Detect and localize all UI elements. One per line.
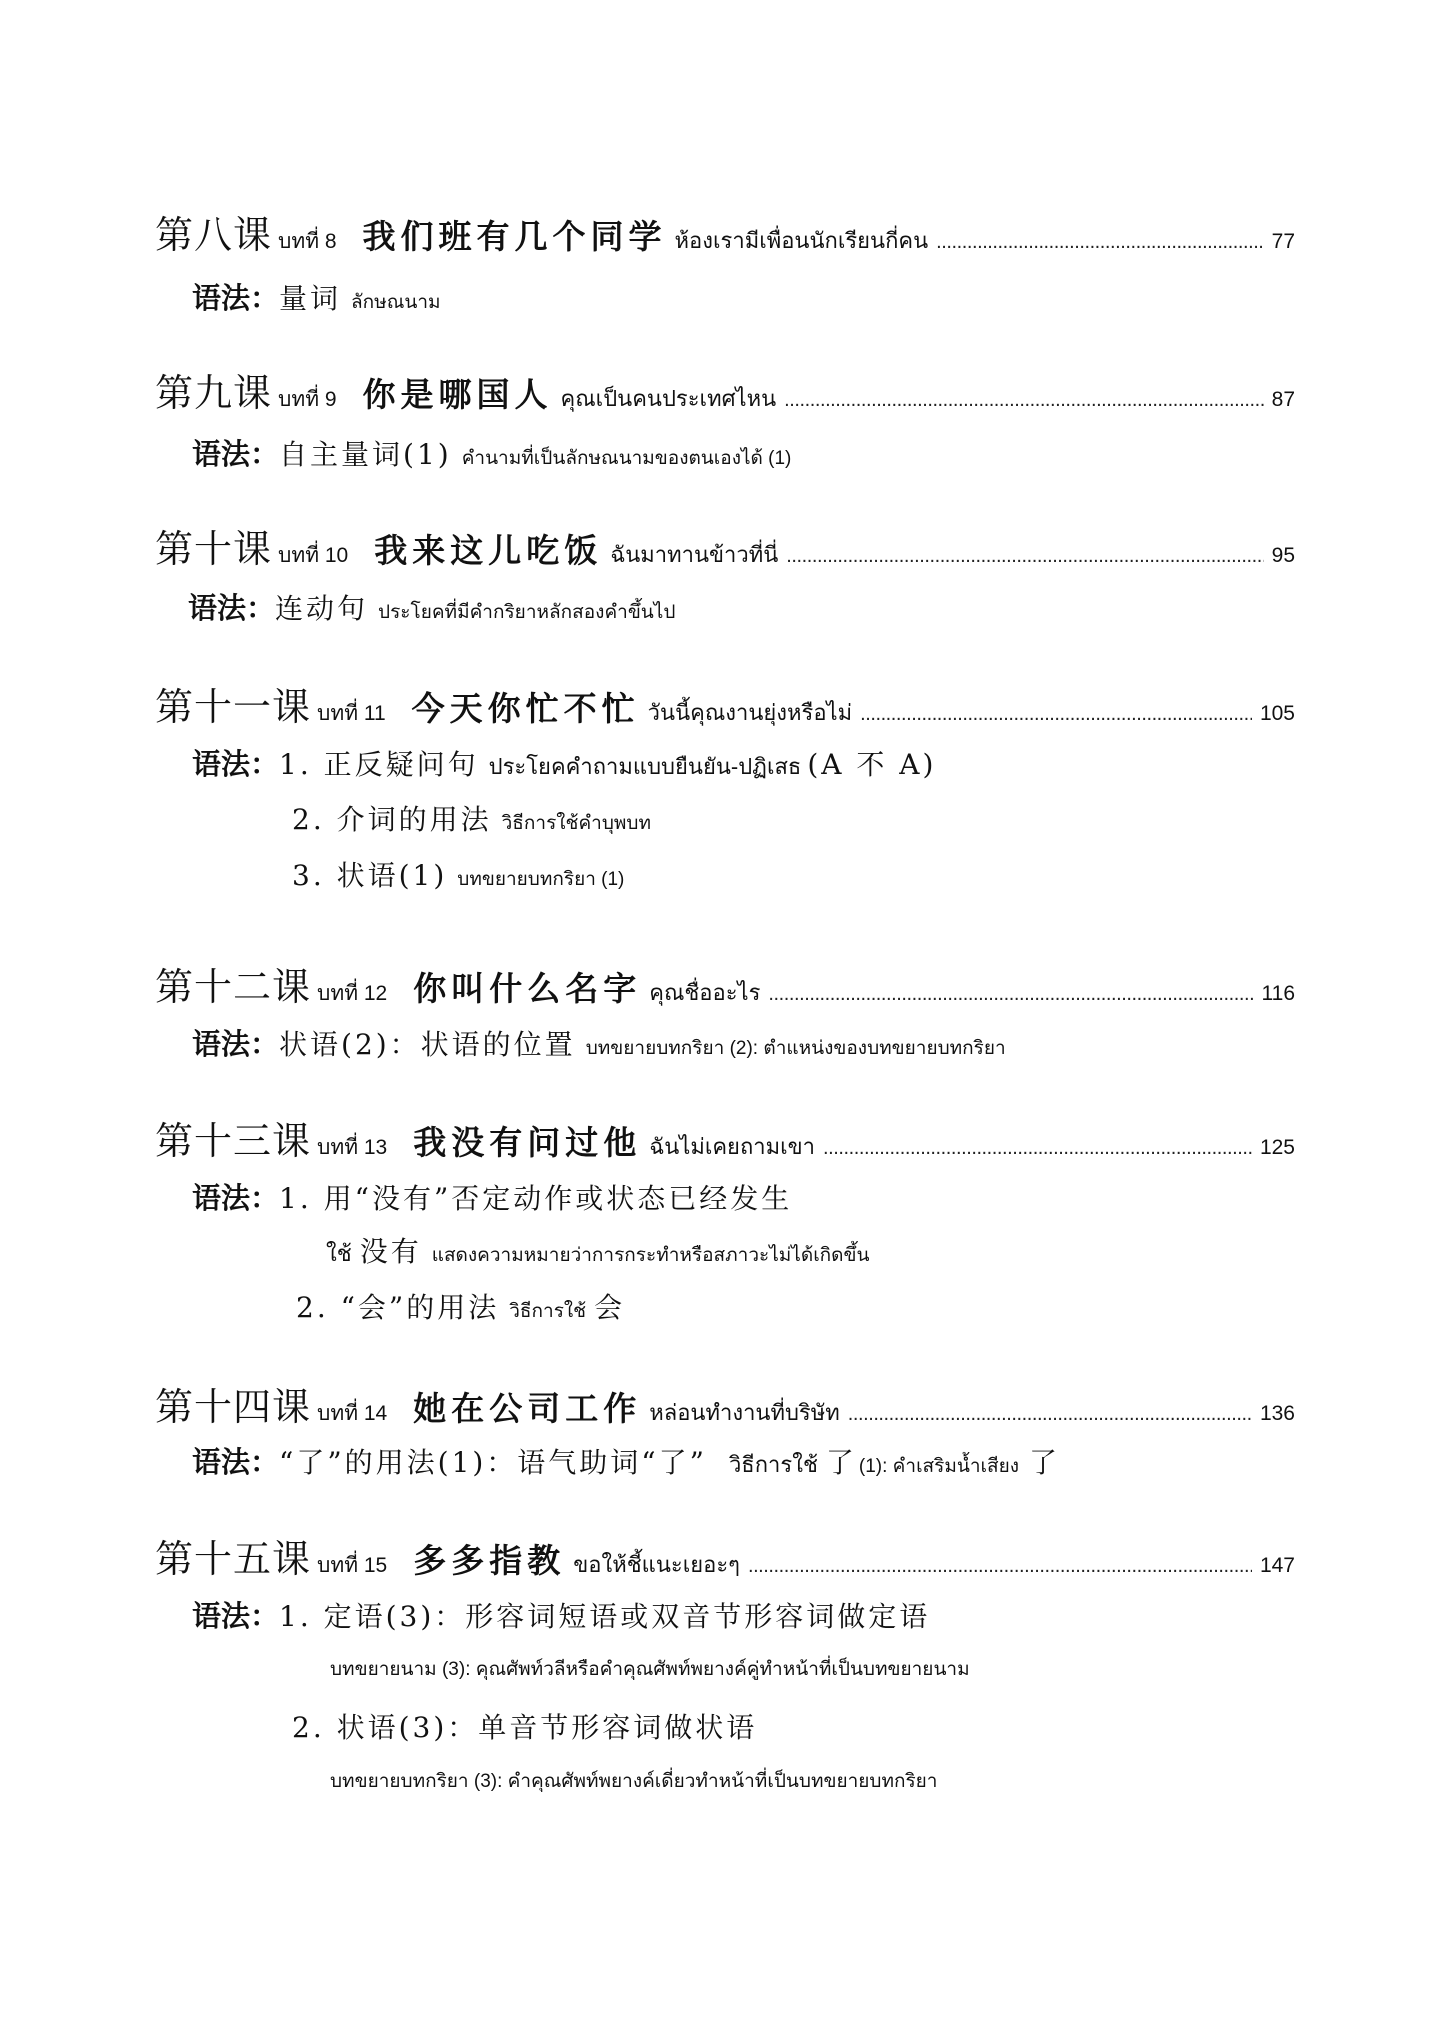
grammar-line <box>292 798 651 838</box>
grammar-zh: 状语(2)：状语的位置 <box>279 1028 576 1061</box>
lesson-number-zh: 第十四课 <box>155 1385 312 1429</box>
grammar-th: บทขยายบทกริยา (3): คำคุณศัพท์พยางค์เดี่ยวทำหน้าที่เป็นบทขยายบทกริยา <box>330 1771 938 1792</box>
grammar-zh: 连动句 <box>275 592 369 625</box>
grammar-line <box>292 854 624 894</box>
lesson-title-th: วันนี้คุณงานยุ่งหรือไม่ <box>647 700 853 725</box>
dot-leader <box>823 1137 1252 1160</box>
page-number: 147 <box>1259 1554 1295 1577</box>
grammar-th: ลักษณนาม <box>351 292 441 313</box>
lesson-title-th: ฉันไม่เคยถามเขา <box>649 1134 816 1159</box>
lesson-title-zh: 多多指教 <box>413 1541 566 1580</box>
grammar-th: ประโยคที่มีคำกริยาหลักสองคำขึ้นไป <box>378 602 676 623</box>
dot-leader <box>786 545 1263 568</box>
lesson-title-row <box>155 204 1295 260</box>
grammar-th: วิธีการใช้คำบุพบท <box>501 813 651 834</box>
lesson-title-row <box>155 518 1295 574</box>
lesson-title-row <box>155 1376 1295 1432</box>
grammar-th-2: (1): คำเสริมน้ำเสียง <box>858 1456 1020 1477</box>
lesson-title-zh: 今天你忙不忙 <box>411 689 640 728</box>
lesson-title-zh: 你是哪国人 <box>362 375 553 414</box>
lesson-title-zh: 你叫什么名字 <box>413 969 642 1008</box>
grammar-line <box>188 586 675 627</box>
page-number: 87 <box>1271 388 1295 411</box>
lesson-8 <box>155 204 1295 260</box>
grammar-line <box>330 1654 970 1684</box>
lesson-9 <box>155 362 1295 418</box>
lesson-number-th: บทที่ 14 <box>317 1402 388 1425</box>
grammar-line <box>192 742 936 784</box>
grammar-line <box>296 1286 625 1326</box>
lesson-title-th: ขอให้ชี้แนะเยอะๆ <box>573 1552 740 1577</box>
grammar-zh: “了”的用法(1)：语气助词“了” <box>279 1446 707 1479</box>
lesson-title-zh: 我来这儿吃饭 <box>374 531 603 570</box>
grammar-zh: 2. “会”的用法 <box>296 1291 500 1324</box>
lesson-title-zh: 我没有问过他 <box>413 1123 642 1162</box>
grammar-line <box>326 1230 870 1271</box>
grammar-th: วิธีการใช้ <box>728 1452 818 1477</box>
lesson-number-zh: 第十三课 <box>155 1119 312 1163</box>
lesson-title-row <box>155 676 1295 732</box>
grammar-th-prefix: ใช้ <box>326 1241 352 1266</box>
grammar-zh: 3. 状语(1) <box>292 859 448 892</box>
grammar-heading: 语法： <box>192 1445 280 1479</box>
lesson-title-row <box>155 362 1295 418</box>
grammar-heading: 语法： <box>192 747 280 781</box>
grammar-zh: 没有 <box>359 1235 422 1268</box>
grammar-th: ประโยคคำถามแบบยืนยัน-ปฏิเสธ <box>488 754 802 779</box>
page-number: 77 <box>1271 230 1295 253</box>
lesson-title-th: ฉันมาทานข้าวที่นี่ <box>610 542 779 567</box>
lesson-number-zh: 第十五课 <box>155 1537 312 1581</box>
lesson-number-th: บทที่ 15 <box>317 1554 388 1577</box>
lesson-number-zh: 第九课 <box>155 371 273 415</box>
lesson-number-zh: 第十二课 <box>155 965 312 1009</box>
lesson-title-row <box>155 1110 1295 1166</box>
grammar-zh: 2. 状语(3)：单音节形容词做状语 <box>292 1711 758 1744</box>
grammar-th: บทขยายบทกริยา (2): ตำแหน่งของบทขยายบทกริยา <box>585 1038 1006 1059</box>
lesson-number-th: บทที่ 10 <box>278 544 349 567</box>
lesson-title-zh: 我们班有几个同学 <box>362 217 667 256</box>
lesson-title-th: คุณเป็นคนประเทศไหน <box>560 386 777 411</box>
lesson-12 <box>155 956 1295 1012</box>
grammar-line <box>192 1440 1060 1482</box>
dot-leader <box>860 703 1252 726</box>
grammar-zh: 1. 用“没有”否定动作或状态已经发生 <box>279 1182 793 1215</box>
page-number: 105 <box>1259 702 1295 725</box>
grammar-heading: 语法： <box>192 281 280 315</box>
lesson-number-th: บทที่ 9 <box>278 388 337 411</box>
lesson-title-th: ห้องเรามีเพื่อนนักเรียนกี่คน <box>674 228 929 253</box>
lesson-14 <box>155 1376 1295 1432</box>
dot-leader <box>936 231 1263 254</box>
lesson-number-th: บทที่ 13 <box>317 1136 388 1159</box>
grammar-zh-word: 会 <box>594 1291 626 1324</box>
grammar-zh-pattern: (A 不 A) <box>807 748 937 781</box>
grammar-line <box>192 1176 792 1217</box>
grammar-heading: 语法： <box>192 1181 280 1215</box>
grammar-th: แสดงความหมายว่าการกระทำหรือสภาวะไม่ได้เกิดขึ้น <box>431 1245 870 1266</box>
page-number: 95 <box>1271 544 1295 567</box>
grammar-th: คำนามที่เป็นลักษณนามของตนเองได้ (1) <box>461 448 792 469</box>
lesson-title-row <box>155 956 1295 1012</box>
page-number: 125 <box>1259 1136 1295 1159</box>
grammar-line <box>192 1594 930 1635</box>
lesson-number-th: บทที่ 11 <box>317 702 386 725</box>
grammar-heading: 语法： <box>192 437 280 471</box>
dot-leader <box>784 389 1263 412</box>
grammar-heading: 语法： <box>192 1599 280 1633</box>
dot-leader <box>848 1403 1252 1426</box>
grammar-line <box>192 276 441 317</box>
grammar-zh-word-2: 了 <box>1029 1446 1061 1479</box>
grammar-th: บทขยายนาม (3): คุณศัพท์วลีหรือคำคุณศัพท์พยางค์คู่ทำหน้าที่เป็นบทขยายนาม <box>330 1659 970 1680</box>
page-number: 116 <box>1261 982 1295 1005</box>
grammar-heading: 语法： <box>188 591 276 625</box>
grammar-zh: 2. 介词的用法 <box>292 803 492 836</box>
lesson-15 <box>155 1528 1295 1584</box>
grammar-zh: 自主量词(1) <box>279 438 452 471</box>
lesson-number-th: บทที่ 12 <box>317 982 388 1005</box>
lesson-number-zh: 第十课 <box>155 527 273 571</box>
grammar-th: วิธีการใช้ <box>509 1301 587 1322</box>
lesson-title-zh: 她在公司工作 <box>413 1389 642 1428</box>
lesson-13 <box>155 1110 1295 1166</box>
grammar-line <box>292 1706 757 1746</box>
grammar-zh: 1. 定语(3)：形容词短语或双音节形容词做定语 <box>279 1600 931 1633</box>
grammar-zh: 1. 正反疑问句 <box>279 748 479 781</box>
lesson-number-th: บทที่ 8 <box>278 230 337 253</box>
lesson-title-th: คุณชื่ออะไร <box>649 980 761 1005</box>
grammar-line <box>330 1766 937 1796</box>
dot-leader <box>768 983 1253 1006</box>
lesson-number-zh: 第八课 <box>155 213 273 257</box>
grammar-heading: 语法： <box>192 1027 280 1061</box>
dot-leader <box>748 1555 1252 1578</box>
grammar-zh: 量词 <box>279 282 342 315</box>
lesson-10 <box>155 518 1295 574</box>
grammar-line <box>192 1022 1006 1063</box>
lesson-title-row <box>155 1528 1295 1584</box>
grammar-zh-word: 了 <box>825 1446 857 1479</box>
lesson-title-th: หล่อนทำงานที่บริษัท <box>649 1400 840 1425</box>
page-number: 136 <box>1259 1402 1295 1425</box>
grammar-th: บทขยายบทกริยา (1) <box>457 869 625 890</box>
grammar-line <box>192 432 791 473</box>
lesson-number-zh: 第十一课 <box>155 685 312 729</box>
lesson-11 <box>155 676 1295 732</box>
